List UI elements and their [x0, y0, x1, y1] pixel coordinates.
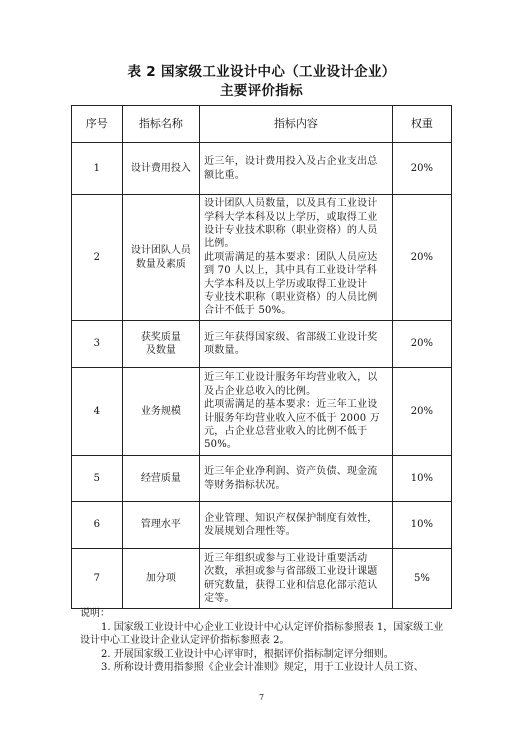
row-weight: 20%	[392, 143, 451, 195]
row-weight: 10%	[392, 502, 451, 549]
row-indicator-content: 企业管理、知识产权保护制度有效性， 发展规划合理性等。	[200, 502, 393, 549]
header-number: 序号	[72, 106, 123, 143]
row-number: 5	[72, 456, 123, 502]
row-number: 1	[72, 143, 123, 195]
row-number: 4	[72, 368, 123, 456]
row-indicator-content: 近三年工业设计服务年均营业收入，以 及占企业总收入的比例。 此项需满足的基本要求：近三年工业设 计服务年均营业收入应不低于 2000 万 元，占企业总营业收入的比例不低于 50%。	[200, 368, 393, 456]
row-indicator-content: 近三年获得国家级、省部级工业设计奖 项数量。	[200, 321, 393, 368]
notes-label: 说明：	[80, 608, 110, 619]
row-indicator-name: 经营质量	[122, 456, 200, 502]
header-weight: 权重	[392, 106, 451, 143]
table-row	[72, 549, 452, 609]
notes-section	[80, 607, 450, 675]
row-indicator-content: 设计团队人员数量，以及具有工业设计 学科大学本科及以上学历，或取得工业 设计专业技术职称（职业资格）的人员 比例。 此项需满足的基本要求：团队人员应达 到 70 人以上，其中具有工业设计学科 大学本科及以上学历或取得工业设计 专业技术职称（职业资格）的人员比例 合计不低于 50%。	[200, 195, 393, 321]
table-row	[72, 195, 452, 321]
row-number: 2	[72, 195, 123, 321]
table-header-row	[72, 106, 452, 143]
row-number: 6	[72, 502, 123, 549]
note-item: 3. 所称设计费用指参照《企业会计准则》规定，用于工业设计人员工资、	[101, 662, 424, 674]
row-indicator-name: 获奖质量 及数量	[122, 321, 200, 368]
row-indicator-content: 近三年组织或参与工业设计重要活动 次数，承担或参与省部级工业设计课题 研究数量，获得工业和信息化部示范认 定等。	[200, 549, 393, 609]
row-indicator-name: 管理水平	[122, 502, 200, 549]
table-row	[72, 321, 452, 368]
table-row	[72, 456, 452, 502]
note-item: 1. 国家级工业设计中心企业工业设计中心认定评价指标参照表 1，国家级工业设计中心工业设计企业认定评价指标参照表 2。	[80, 621, 444, 647]
row-indicator-name: 业务规模	[122, 368, 200, 456]
row-weight: 5%	[392, 549, 451, 609]
table-subtitle: 主要评价指标	[220, 83, 303, 99]
row-number: 7	[72, 549, 123, 609]
header-indicator-name: 指标名称	[122, 106, 200, 143]
row-weight: 20%	[392, 321, 451, 368]
row-weight: 20%	[392, 195, 451, 321]
row-indicator-content: 近三年企业净利润、资产负债、现金流 等财务指标状况。	[200, 456, 393, 502]
row-indicator-name: 设计团队人员 数量及素质	[122, 195, 200, 321]
row-weight: 20%	[392, 368, 451, 456]
row-indicator-name: 设计费用投入	[122, 143, 200, 195]
table-title: 表 2 国家级工业设计中心（工业设计企业）	[127, 64, 396, 80]
table-row	[72, 368, 452, 456]
row-weight: 10%	[392, 456, 451, 502]
row-indicator-content: 近三年，设计费用投入及占企业支出总 额比重。	[200, 143, 393, 195]
row-indicator-name: 加分项	[122, 549, 200, 609]
page-number: 7	[258, 693, 265, 702]
table-row	[72, 143, 452, 195]
row-number: 3	[72, 321, 123, 368]
evaluation-table	[71, 105, 452, 609]
table-row	[72, 502, 452, 549]
header-indicator-content: 指标内容	[200, 106, 393, 143]
note-item: 2. 开展国家级工业设计中心评审时，根据评价指标制定评分细则。	[101, 648, 394, 660]
